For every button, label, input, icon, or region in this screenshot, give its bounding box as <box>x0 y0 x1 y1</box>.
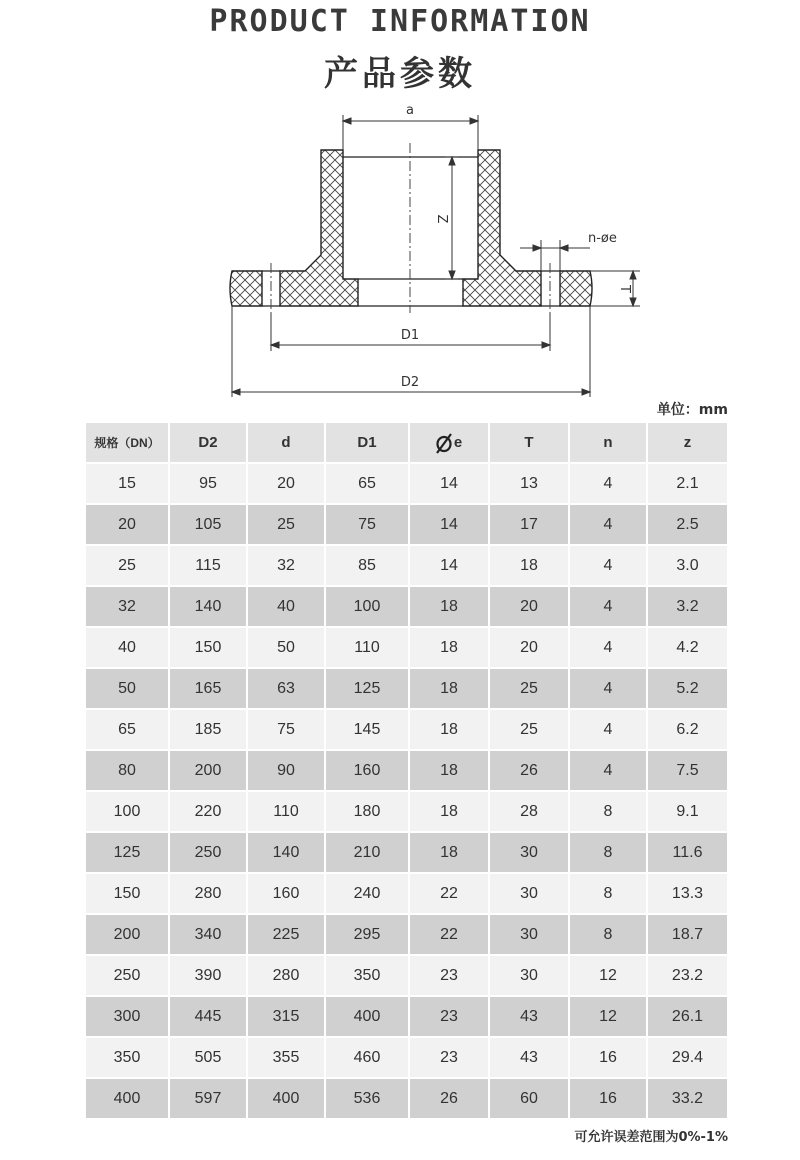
title-english: PRODUCT INFORMATION <box>209 4 591 39</box>
table-cell: 185 <box>170 710 248 751</box>
table-cell: 80 <box>86 751 170 792</box>
table-cell: 160 <box>248 874 326 915</box>
table-cell: 140 <box>170 587 248 628</box>
table-cell: 160 <box>326 751 410 792</box>
table-cell: 200 <box>86 915 170 956</box>
table-cell: 33.2 <box>648 1079 727 1120</box>
table-cell: 125 <box>326 669 410 710</box>
table-cell: 30 <box>490 915 570 956</box>
table-cell: 50 <box>86 669 170 710</box>
table-cell: 110 <box>248 792 326 833</box>
table-cell: 20 <box>490 587 570 628</box>
dim-label-ne: n-øe <box>588 231 617 246</box>
specification-table <box>86 423 727 1120</box>
table-cell: 25 <box>490 710 570 751</box>
table-cell: 400 <box>326 997 410 1038</box>
table-cell: 315 <box>248 997 326 1038</box>
table-cell: 23 <box>410 1038 490 1079</box>
flange-section <box>230 150 592 306</box>
unit-label: 单位：mm <box>656 402 728 418</box>
table-cell: 14 <box>410 505 490 546</box>
table-cell: 4 <box>570 587 648 628</box>
table-cell: 280 <box>170 874 248 915</box>
table-cell: 240 <box>326 874 410 915</box>
table-cell: 18 <box>410 628 490 669</box>
table-cell: 3.0 <box>648 546 727 587</box>
table-row <box>86 833 727 874</box>
table-cell: 22 <box>410 874 490 915</box>
table-row <box>86 997 727 1038</box>
table-cell: 25 <box>490 669 570 710</box>
table-cell: 14 <box>410 546 490 587</box>
table-cell: 8 <box>570 874 648 915</box>
table-cell: 22 <box>410 915 490 956</box>
diameter-symbol-icon <box>436 432 454 454</box>
table-cell: 26 <box>490 751 570 792</box>
header-d2: D2 <box>170 423 248 464</box>
table-row <box>86 751 727 792</box>
table-cell: 18 <box>410 751 490 792</box>
table-row <box>86 915 727 956</box>
table-cell: 90 <box>248 751 326 792</box>
table-cell: 12 <box>570 997 648 1038</box>
dim-label-z: Z <box>434 214 449 224</box>
table-row <box>86 587 727 628</box>
table-cell: 460 <box>326 1038 410 1079</box>
table-cell: 23.2 <box>648 956 727 997</box>
table-cell: 32 <box>248 546 326 587</box>
table-cell: 16 <box>570 1038 648 1079</box>
table-cell: 280 <box>248 956 326 997</box>
table-cell: 65 <box>86 710 170 751</box>
table-cell: 26.1 <box>648 997 727 1038</box>
table-cell: 23 <box>410 956 490 997</box>
table-cell: 4 <box>570 464 648 505</box>
table-cell: 30 <box>490 874 570 915</box>
table-cell: 4.2 <box>648 628 727 669</box>
table-cell: 180 <box>326 792 410 833</box>
table-body <box>86 464 727 1120</box>
table-cell: 295 <box>326 915 410 956</box>
table-cell: 225 <box>248 915 326 956</box>
header-d1: D1 <box>326 423 410 464</box>
header-n: n <box>570 423 648 464</box>
table-cell: 390 <box>170 956 248 997</box>
table-cell: 400 <box>248 1079 326 1120</box>
table-cell: 5.2 <box>648 669 727 710</box>
table-row <box>86 505 727 546</box>
table-cell: 95 <box>170 464 248 505</box>
table-header-row <box>86 423 727 464</box>
table-cell: 115 <box>170 546 248 587</box>
table-cell: 25 <box>248 505 326 546</box>
table-cell: 18 <box>490 546 570 587</box>
table-cell: 597 <box>170 1079 248 1120</box>
table-cell: 3.2 <box>648 587 727 628</box>
table-cell: 300 <box>86 997 170 1038</box>
table-cell: 350 <box>86 1038 170 1079</box>
table-cell: 2.1 <box>648 464 727 505</box>
table-cell: 4 <box>570 751 648 792</box>
table-cell: 350 <box>326 956 410 997</box>
table-cell: 60 <box>490 1079 570 1120</box>
table-cell: 4 <box>570 669 648 710</box>
table-row <box>86 669 727 710</box>
table-cell: 18 <box>410 710 490 751</box>
table-cell: 63 <box>248 669 326 710</box>
table-cell: 100 <box>86 792 170 833</box>
table-cell: 505 <box>170 1038 248 1079</box>
header-t: T <box>490 423 570 464</box>
table-row <box>86 710 727 751</box>
table-cell: 536 <box>326 1079 410 1120</box>
table-cell: 4 <box>570 546 648 587</box>
table-cell: 150 <box>86 874 170 915</box>
header-dn: 规格（DN） <box>86 423 170 464</box>
dim-label-d2: D2 <box>400 375 420 390</box>
table-cell: 8 <box>570 792 648 833</box>
table-cell: 18 <box>410 587 490 628</box>
table-cell: 250 <box>86 956 170 997</box>
table-cell: 8 <box>570 915 648 956</box>
table-row <box>86 464 727 505</box>
table-row <box>86 1038 727 1079</box>
table-cell: 20 <box>490 628 570 669</box>
table-row <box>86 956 727 997</box>
table-cell: 14 <box>410 464 490 505</box>
table-cell: 400 <box>86 1079 170 1120</box>
table-cell: 18 <box>410 669 490 710</box>
table-cell: 85 <box>326 546 410 587</box>
table-cell: 25 <box>86 546 170 587</box>
dim-label-d1: D1 <box>400 328 420 343</box>
table-cell: 150 <box>170 628 248 669</box>
table-cell: 250 <box>170 833 248 874</box>
table-cell: 50 <box>248 628 326 669</box>
table-cell: 2.5 <box>648 505 727 546</box>
table-cell: 40 <box>86 628 170 669</box>
table-cell: 13.3 <box>648 874 727 915</box>
table-row <box>86 628 727 669</box>
table-cell: 16 <box>570 1079 648 1120</box>
header-d: d <box>248 423 326 464</box>
table-cell: 12 <box>570 956 648 997</box>
table-cell: 340 <box>170 915 248 956</box>
table-cell: 9.1 <box>648 792 727 833</box>
table-cell: 18.7 <box>648 915 727 956</box>
table-cell: 43 <box>490 997 570 1038</box>
table-cell: 140 <box>248 833 326 874</box>
header-e-label: e <box>453 433 463 451</box>
table-cell: 75 <box>326 505 410 546</box>
flange-technical-drawing <box>0 95 800 405</box>
table-cell: 445 <box>170 997 248 1038</box>
table-cell: 29.4 <box>648 1038 727 1079</box>
table-cell: 20 <box>248 464 326 505</box>
table-cell: 210 <box>326 833 410 874</box>
table-cell: 355 <box>248 1038 326 1079</box>
table-cell: 220 <box>170 792 248 833</box>
table-cell: 100 <box>326 587 410 628</box>
table-cell: 145 <box>326 710 410 751</box>
table-cell: 200 <box>170 751 248 792</box>
table-cell: 32 <box>86 587 170 628</box>
table-cell: 18 <box>410 792 490 833</box>
header-z: z <box>648 423 727 464</box>
table-cell: 15 <box>86 464 170 505</box>
tolerance-note: 可允许误差范围为0%-1% <box>574 1130 728 1145</box>
table-cell: 7.5 <box>648 751 727 792</box>
table-cell: 65 <box>326 464 410 505</box>
table-cell: 110 <box>326 628 410 669</box>
table-cell: 75 <box>248 710 326 751</box>
table-cell: 43 <box>490 1038 570 1079</box>
table-cell: 26 <box>410 1079 490 1120</box>
table-cell: 30 <box>490 956 570 997</box>
table-cell: 6.2 <box>648 710 727 751</box>
title-chinese: 产品参数 <box>324 54 476 94</box>
dim-label-t: T <box>617 285 632 293</box>
table-row <box>86 546 727 587</box>
table-cell: 8 <box>570 833 648 874</box>
table-cell: 4 <box>570 628 648 669</box>
table-row <box>86 1079 727 1120</box>
table-cell: 165 <box>170 669 248 710</box>
table-row <box>86 874 727 915</box>
header-phi-e <box>410 423 490 464</box>
table-cell: 30 <box>490 833 570 874</box>
table-cell: 23 <box>410 997 490 1038</box>
table-cell: 28 <box>490 792 570 833</box>
table-row <box>86 792 727 833</box>
table-cell: 11.6 <box>648 833 727 874</box>
table-cell: 125 <box>86 833 170 874</box>
table-cell: 18 <box>410 833 490 874</box>
table-cell: 13 <box>490 464 570 505</box>
dim-label-a: a <box>406 103 414 118</box>
table-cell: 4 <box>570 710 648 751</box>
table-cell: 40 <box>248 587 326 628</box>
table-cell: 105 <box>170 505 248 546</box>
table-cell: 20 <box>86 505 170 546</box>
table-cell: 17 <box>490 505 570 546</box>
table-cell: 4 <box>570 505 648 546</box>
